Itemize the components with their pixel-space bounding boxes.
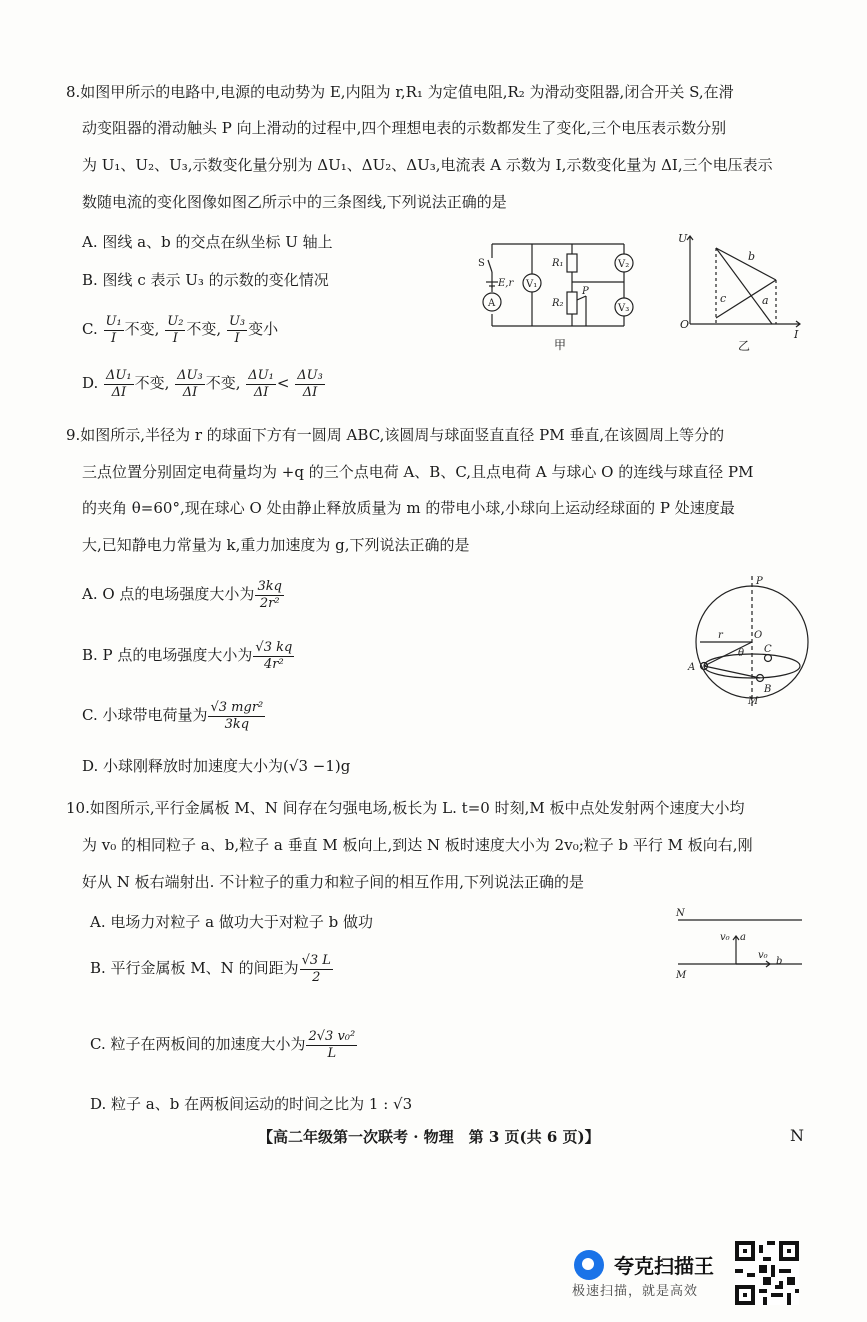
fraction: $\frac{\text{U₃}}{I}$ [228, 313, 246, 346]
fraction: $\frac{\text{√3 mgr²}}{3kq}$ [210, 699, 264, 732]
scanner-name: 夸克扫描王 [614, 1254, 714, 1278]
label-v0-b: v₀ [758, 950, 768, 961]
label-m: M [676, 970, 687, 981]
fraction: $\frac{√3 L}{2}$ [301, 952, 331, 985]
label-er: E,r [498, 278, 514, 289]
q8-option-a: A. 图线 a、b 的交点在纵坐标 U 轴上 [82, 233, 333, 251]
figure-caption-yi: 乙 [738, 339, 751, 353]
axis-label-i: I [794, 328, 799, 341]
q10-plates-figure [672, 904, 812, 984]
figure-caption-jia: 甲 [554, 338, 567, 352]
line-label-b: b [748, 250, 756, 263]
line-label-a: a [762, 294, 769, 307]
q8-option-d: D. $\frac{\text{ΔU₁}}{\Delta I}$ 不变, $\frac{\text{ΔU₃}}{\Delta I}$ 不变, $\frac{\text{ΔU₁}}{\Delta I}$ < $\frac{\text{ΔU₃}}{\Delta I}$ [82, 367, 323, 400]
scanner-slogan: 极速扫描，就是高效 [572, 1284, 699, 1299]
q10-line-2: 为 v₀ 的相同粒子 a、b,粒子 a 垂直 M 板向上,到达 N 板时速度大小为 2v₀;粒子 b 平行 M 板向右,刚 [82, 836, 753, 854]
q9-sphere-figure [672, 572, 812, 712]
fraction: $\frac{\text{ΔU₃}}{\Delta I}$ [177, 367, 203, 400]
q10-option-b: B. 平行金属板 M、N 的间距为 $\frac{√3 L}{2}$ [90, 952, 331, 985]
label-p: P [756, 576, 763, 587]
label-s: S [478, 258, 485, 269]
label-o: O [754, 630, 763, 641]
origin-o: O [680, 318, 690, 331]
line-label-c: c [720, 292, 727, 305]
fraction: $\frac{√3 kq}{\text{4r²}}$ [255, 639, 293, 672]
q8-line-4: 数随电流的变化图像如图乙所示中的三条图线,下列说法正确的是 [82, 193, 507, 211]
q10-option-c: C. 粒子在两板间的加速度大小为 $\frac{\text{2√3 v₀²}}{L}$ [90, 1028, 356, 1061]
fraction: $\frac{\text{ΔU₃}}{\Delta I}$ [297, 367, 323, 400]
label-v1: V₁ [526, 279, 538, 290]
page-footer: 【高二年级第一次联考 · 物理 第 3 页(共 6 页)】 [258, 1128, 600, 1146]
q8-circuit-diagram [476, 236, 646, 356]
qr-code-icon [735, 1241, 799, 1305]
q9-option-b: B. P 点的电场强度大小为 $\frac{√3 kq}{\text{4r²}}$ [82, 639, 293, 672]
label-m: M [748, 696, 759, 707]
q9-line-3: 的夹角 θ=60°,现在球心 O 处由静止释放质量为 m 的带电小球,小球向上运动经球面的 P 处速度最 [82, 499, 735, 517]
q9-line-4: 大,已知静电力常量为 k,重力加速度为 g,下列说法正确的是 [82, 536, 470, 554]
label-b: B [764, 684, 772, 695]
q9-option-c: C. 小球带电荷量为 $\frac{\text{√3 mgr²}}{3kq}$ [82, 699, 264, 732]
q8-graph [676, 228, 806, 358]
label-c: C [764, 644, 772, 655]
q10-option-a: A. 电场力对粒子 a 做功大于对粒子 b 做功 [90, 913, 373, 931]
q8-line-1: 8.如图甲所示的电路中,电源的电动势为 E,内阻为 r,R₁ 为定值电阻,R₂ 为滑动变阻器,闭合开关 S,在滑 [66, 83, 734, 101]
label-r2: R₂ [552, 298, 564, 309]
q8-line-2: 动变阻器的滑动触头 P 向上滑动的过程中,四个理想电表的示数都发生了变化,三个电压表示数分别 [82, 119, 727, 137]
q9-option-d: D. 小球刚释放时加速度大小为(√3 −1)g [82, 757, 351, 775]
q8-option-b: B. 图线 c 表示 U₃ 的示数的变化情况 [82, 271, 329, 289]
q10-option-d: D. 粒子 a、b 在两板间运动的时间之比为 1 : √3 [90, 1095, 413, 1113]
label-a: a [740, 932, 746, 943]
label-theta: θ [738, 648, 745, 659]
q9-line-2: 三点位置分别固定电荷量均为 +q 的三个点电荷 A、B、C,且点电荷 A 与球心 O 的连线与球直径 PM [82, 463, 754, 481]
scanner-watermark [572, 1248, 732, 1298]
label-v3: V₃ [618, 303, 630, 314]
fraction: $\frac{\text{U₁}}{I}$ [105, 313, 122, 346]
q9-line-1: 9.如图所示,半径为 r 的球面下方有一圆周 ABC,该圆周与球面竖直直径 PM 垂直,在该圆周上等分的 [66, 426, 725, 444]
label-n: N [676, 908, 685, 919]
q10-line-3: 好从 N 板右端射出. 不计粒子的重力和粒子间的相互作用,下列说法正确的是 [82, 873, 584, 891]
label-v0-a: v₀ [720, 932, 730, 943]
fraction: $\frac{\text{2√3 v₀²}}{L}$ [308, 1028, 356, 1061]
fraction: $\frac{\text{U₂}}{I}$ [167, 313, 184, 346]
fraction: $\frac{\text{ΔU₁}}{\Delta I}$ [248, 367, 274, 400]
scanner-logo-icon [574, 1250, 604, 1280]
label-b: b [776, 956, 783, 967]
fraction: $\frac{3kq}{\text{2r²}}$ [257, 578, 282, 611]
label-r1: R₁ [552, 258, 564, 269]
paper-code: N [790, 1126, 804, 1145]
label-ammeter: A [488, 298, 496, 309]
q8-line-3: 为 U₁、U₂、U₃,示数变化量分别为 ΔU₁、ΔU₂、ΔU₃,电流表 A 示数为 I,示数变化量为 ΔI,三个电压表示 [82, 156, 773, 174]
axis-label-u: U [678, 232, 688, 245]
label-p: P [582, 286, 589, 297]
label-a: A [688, 662, 696, 673]
fraction: $\frac{\text{ΔU₁}}{\Delta I}$ [106, 367, 132, 400]
q10-line-1: 10.如图所示,平行金属板 M、N 间存在匀强电场,板长为 L. t=0 时刻,M 板中点处发射两个速度大小均 [66, 799, 745, 817]
label-v2: V₂ [618, 259, 630, 270]
label-r: r [718, 630, 723, 641]
q8-option-c: C. $\frac{\text{U₁}}{I}$ 不变, $\frac{\text{U₂}}{I}$ 不变, $\frac{\text{U₃}}{I}$ 变小 [82, 313, 279, 346]
q9-option-a: A. O 点的电场强度大小为 $\frac{3kq}{\text{2r²}}$ [82, 578, 282, 611]
